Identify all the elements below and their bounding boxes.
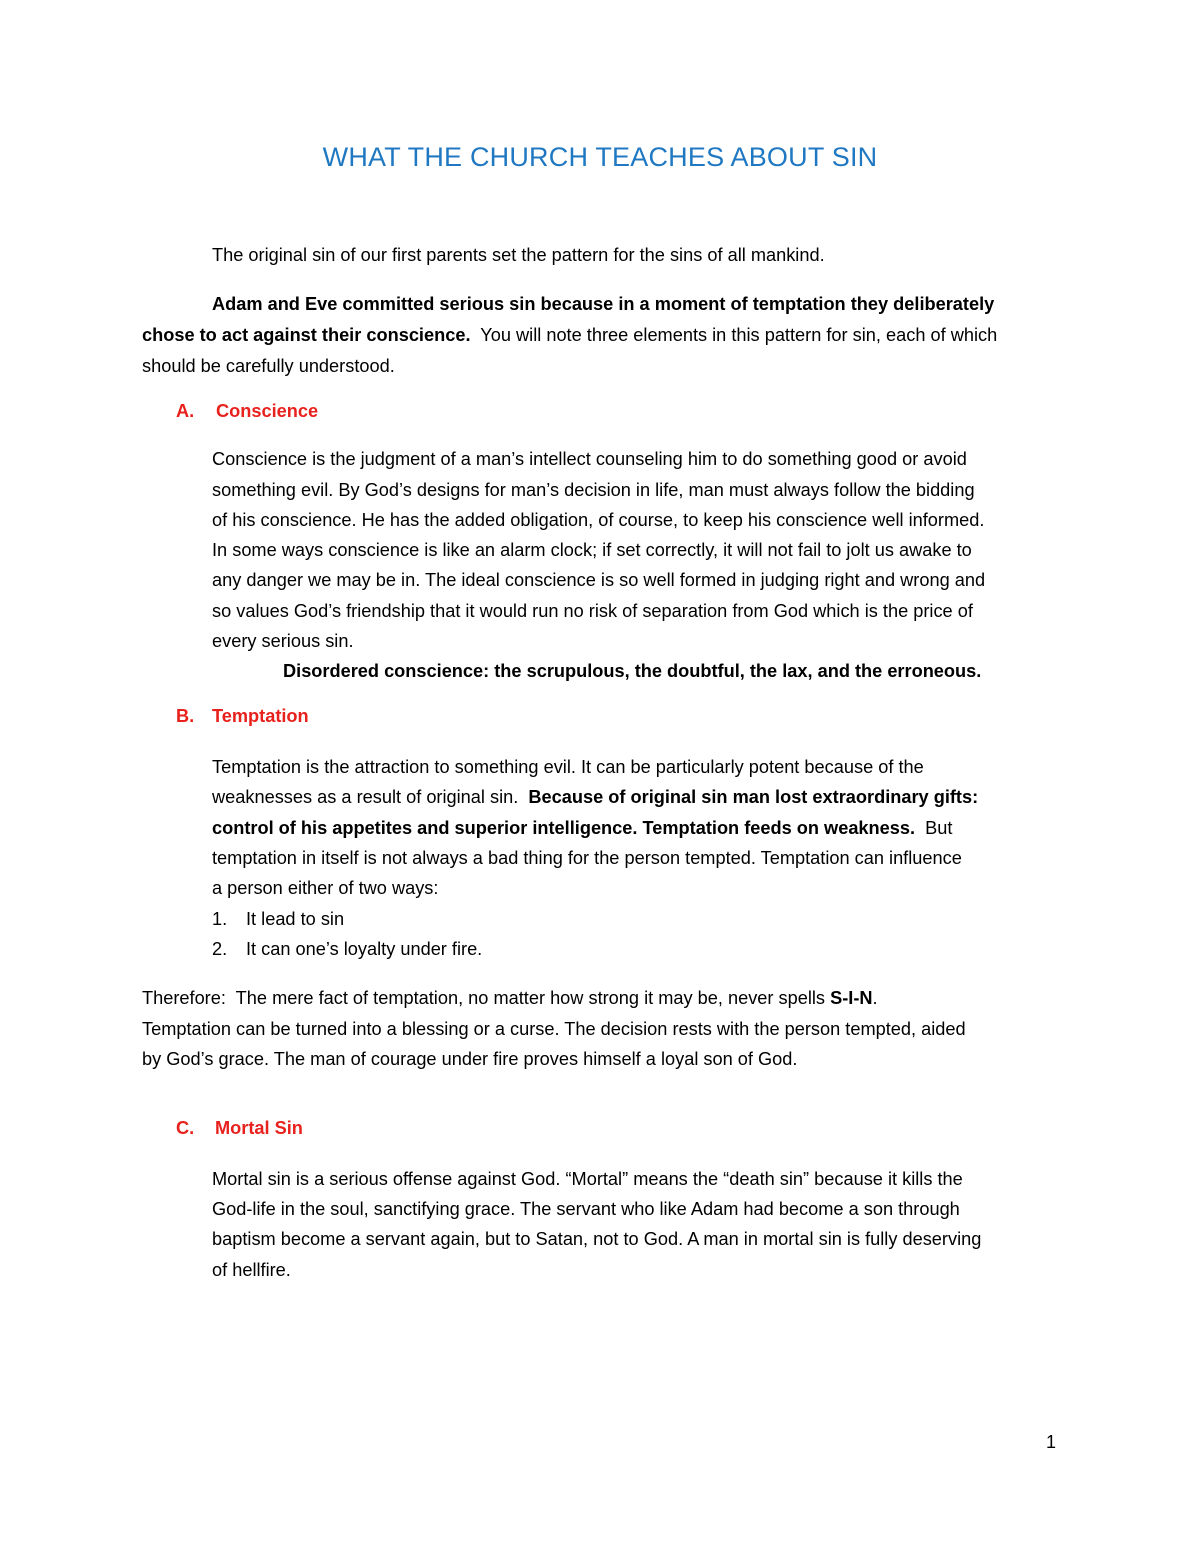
para-line: temptation in itself is not always a bad thing for the person tempted. Temptation can influence	[212, 848, 962, 868]
para-text: weaknesses as a result of original sin.	[212, 787, 529, 807]
para-line	[212, 782, 978, 813]
para-line	[142, 983, 878, 1014]
section-heading: Temptation	[212, 706, 309, 726]
para-line: by God’s grace. The man of courage under fire proves himself a loyal son of God.	[142, 1049, 798, 1069]
para-line: something evil. By God’s designs for man’s decision in life, man must always follow the bidding	[212, 480, 975, 500]
section-letter: A.	[176, 401, 195, 421]
para-line: of hellfire.	[212, 1260, 291, 1280]
section-heading: Conscience	[216, 401, 319, 421]
bold-text: S-I-N	[830, 988, 873, 1008]
bold-text: Because of original sin man lost extraordinary gifts:	[528, 787, 979, 807]
para-line: Adam and Eve committed serious sin because in a moment of temptation they deliberately	[212, 294, 995, 314]
section-letter: B.	[176, 706, 195, 726]
para-text: But	[915, 818, 953, 838]
para-line: should be carefully understood.	[142, 356, 395, 376]
list-item: It lead to sin	[246, 909, 345, 929]
para-text: .	[872, 988, 878, 1008]
para-line: so values God’s friendship that it would run no risk of separation from God which is the price of	[212, 601, 973, 621]
para-line: of his conscience. He has the added obligation, of course, to keep his conscience well informed.	[212, 510, 985, 530]
para-line: every serious sin.	[212, 631, 354, 651]
para-line: Temptation is the attraction to something evil. It can be particularly potent because of the	[212, 757, 924, 777]
para-line: God-life in the soul, sanctifying grace. The servant who like Adam had become a son through	[212, 1199, 960, 1219]
section-heading: Mortal Sin	[215, 1118, 303, 1138]
list-item-number: 1.	[212, 909, 228, 929]
para-line: Temptation can be turned into a blessing or a curse. The decision rests with the person tempted, aided	[142, 1019, 966, 1039]
para-line: any danger we may be in. The ideal conscience is so well formed in judging right and wrong and	[212, 570, 986, 590]
para-text: You will note three elements in this pattern for sin, each of which	[470, 325, 998, 345]
list-item-number: 2.	[212, 939, 228, 959]
page-number: 1	[1046, 1432, 1057, 1452]
para-line	[142, 320, 997, 351]
para-line: a person either of two ways:	[212, 878, 439, 898]
list-item: It can one’s loyalty under fire.	[246, 939, 483, 959]
page-title: WHAT THE CHURCH TEACHES ABOUT SIN	[322, 142, 878, 172]
intro-paragraph: The original sin of our first parents set the pattern for the sins of all mankind.	[212, 245, 825, 265]
bold-text: chose to act against their conscience.	[142, 325, 471, 345]
para-line	[212, 813, 952, 844]
para-line: Mortal sin is a serious offense against God. “Mortal” means the “death sin” because it kills the	[212, 1169, 963, 1189]
section-letter: C.	[176, 1118, 195, 1138]
para-text: Therefore: The mere fact of temptation, no matter how strong it may be, never spells	[142, 988, 831, 1008]
disordered-conscience-line: Disordered conscience: the scrupulous, the doubtful, the lax, and the erroneous.	[283, 661, 982, 681]
para-line: Conscience is the judgment of a man’s intellect counseling him to do something good or avoid	[212, 449, 967, 469]
para-line: baptism become a servant again, but to Satan, not to God. A man in mortal sin is fully deserving	[212, 1229, 982, 1249]
para-line: In some ways conscience is like an alarm clock; if set correctly, it will not fail to jolt us awake to	[212, 540, 972, 560]
bold-text: control of his appetites and superior intelligence. Temptation feeds on weakness.	[212, 818, 916, 838]
